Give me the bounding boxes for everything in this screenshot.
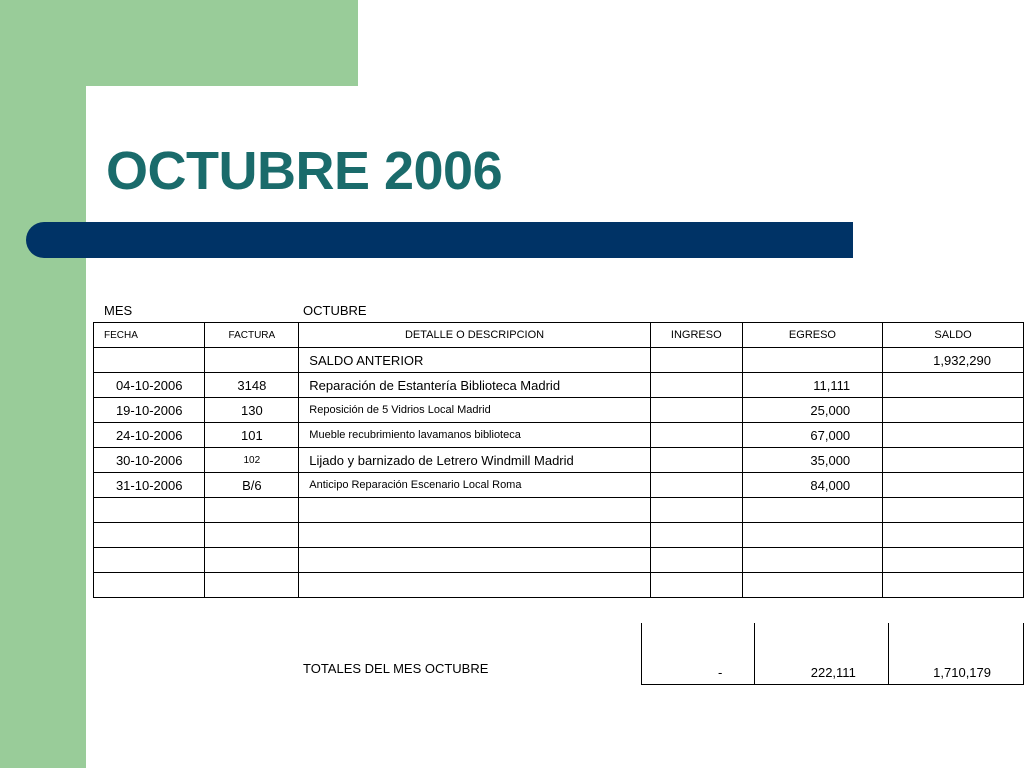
empty-row — [94, 523, 1024, 548]
table-row — [94, 473, 1024, 498]
row-descripcion: Reposición de 5 Vidrios Local Madrid — [299, 398, 650, 423]
row-fecha: 30-10-2006 — [94, 448, 205, 473]
row-descripcion: Anticipo Reparación Escenario Local Roma — [299, 473, 650, 498]
green-corner-block — [0, 0, 358, 86]
row-saldo — [883, 473, 1024, 498]
total-egreso: 222,111 — [755, 623, 888, 685]
total-ingreso: - — [642, 623, 755, 685]
column-header-factura: FACTURA — [205, 323, 299, 348]
table-row — [94, 448, 1024, 473]
empty-row — [94, 548, 1024, 573]
row-fecha: 19-10-2006 — [94, 398, 205, 423]
row-fecha: 31-10-2006 — [94, 473, 205, 498]
row-ingreso — [650, 398, 742, 423]
row-egreso: 35,000 — [742, 448, 882, 473]
column-header-fecha: FECHA — [94, 323, 205, 348]
totals-label: TOTALES DEL MES OCTUBRE — [303, 661, 489, 676]
row-descripcion: Lijado y barnizado de Letrero Windmill Madrid — [299, 448, 650, 473]
mes-value: OCTUBRE — [303, 303, 367, 318]
row-factura: B/6 — [205, 473, 299, 498]
row-ingreso — [650, 448, 742, 473]
ledger-table — [93, 322, 1024, 598]
row-factura: 101 — [205, 423, 299, 448]
row-ingreso — [650, 373, 742, 398]
row-descripcion: Mueble recubrimiento lavamanos biblioteca — [299, 423, 650, 448]
row-egreso: 84,000 — [742, 473, 882, 498]
title-underline-bar — [26, 222, 853, 258]
column-header-detalle: DETALLE O DESCRIPCION — [299, 323, 650, 348]
ledger-header-row — [94, 323, 1024, 348]
row-saldo — [883, 448, 1024, 473]
total-saldo: 1,710,179 — [888, 623, 1023, 685]
opening-balance-value: 1,932,290 — [883, 348, 1024, 373]
slide-content-corner — [86, 86, 358, 146]
row-ingreso — [650, 473, 742, 498]
mes-label: MES — [104, 303, 133, 318]
row-saldo — [883, 398, 1024, 423]
opening-balance-label: SALDO ANTERIOR — [299, 348, 650, 373]
row-saldo — [883, 423, 1024, 448]
opening-balance-row — [94, 348, 1024, 373]
green-side-strip — [0, 86, 86, 768]
column-header-egreso: EGRESO — [742, 323, 882, 348]
row-descripcion: Reparación de Estantería Biblioteca Madrid — [299, 373, 650, 398]
row-factura: 130 — [205, 398, 299, 423]
table-row — [94, 423, 1024, 448]
row-saldo — [883, 373, 1024, 398]
slide-title: OCTUBRE 2006 — [106, 141, 503, 201]
row-fecha: 04-10-2006 — [94, 373, 205, 398]
row-factura: 102 — [205, 448, 299, 473]
row-fecha: 24-10-2006 — [94, 423, 205, 448]
empty-row — [94, 498, 1024, 523]
row-egreso: 11,111 — [742, 373, 882, 398]
row-factura: 3148 — [205, 373, 299, 398]
row-egreso: 67,000 — [742, 423, 882, 448]
totals-table — [641, 623, 1024, 685]
empty-row — [94, 573, 1024, 598]
table-row — [94, 373, 1024, 398]
row-egreso: 25,000 — [742, 398, 882, 423]
row-ingreso — [650, 423, 742, 448]
totals-row — [642, 623, 1024, 685]
column-header-saldo: SALDO — [883, 323, 1024, 348]
table-row — [94, 398, 1024, 423]
column-header-ingreso: INGRESO — [650, 323, 742, 348]
